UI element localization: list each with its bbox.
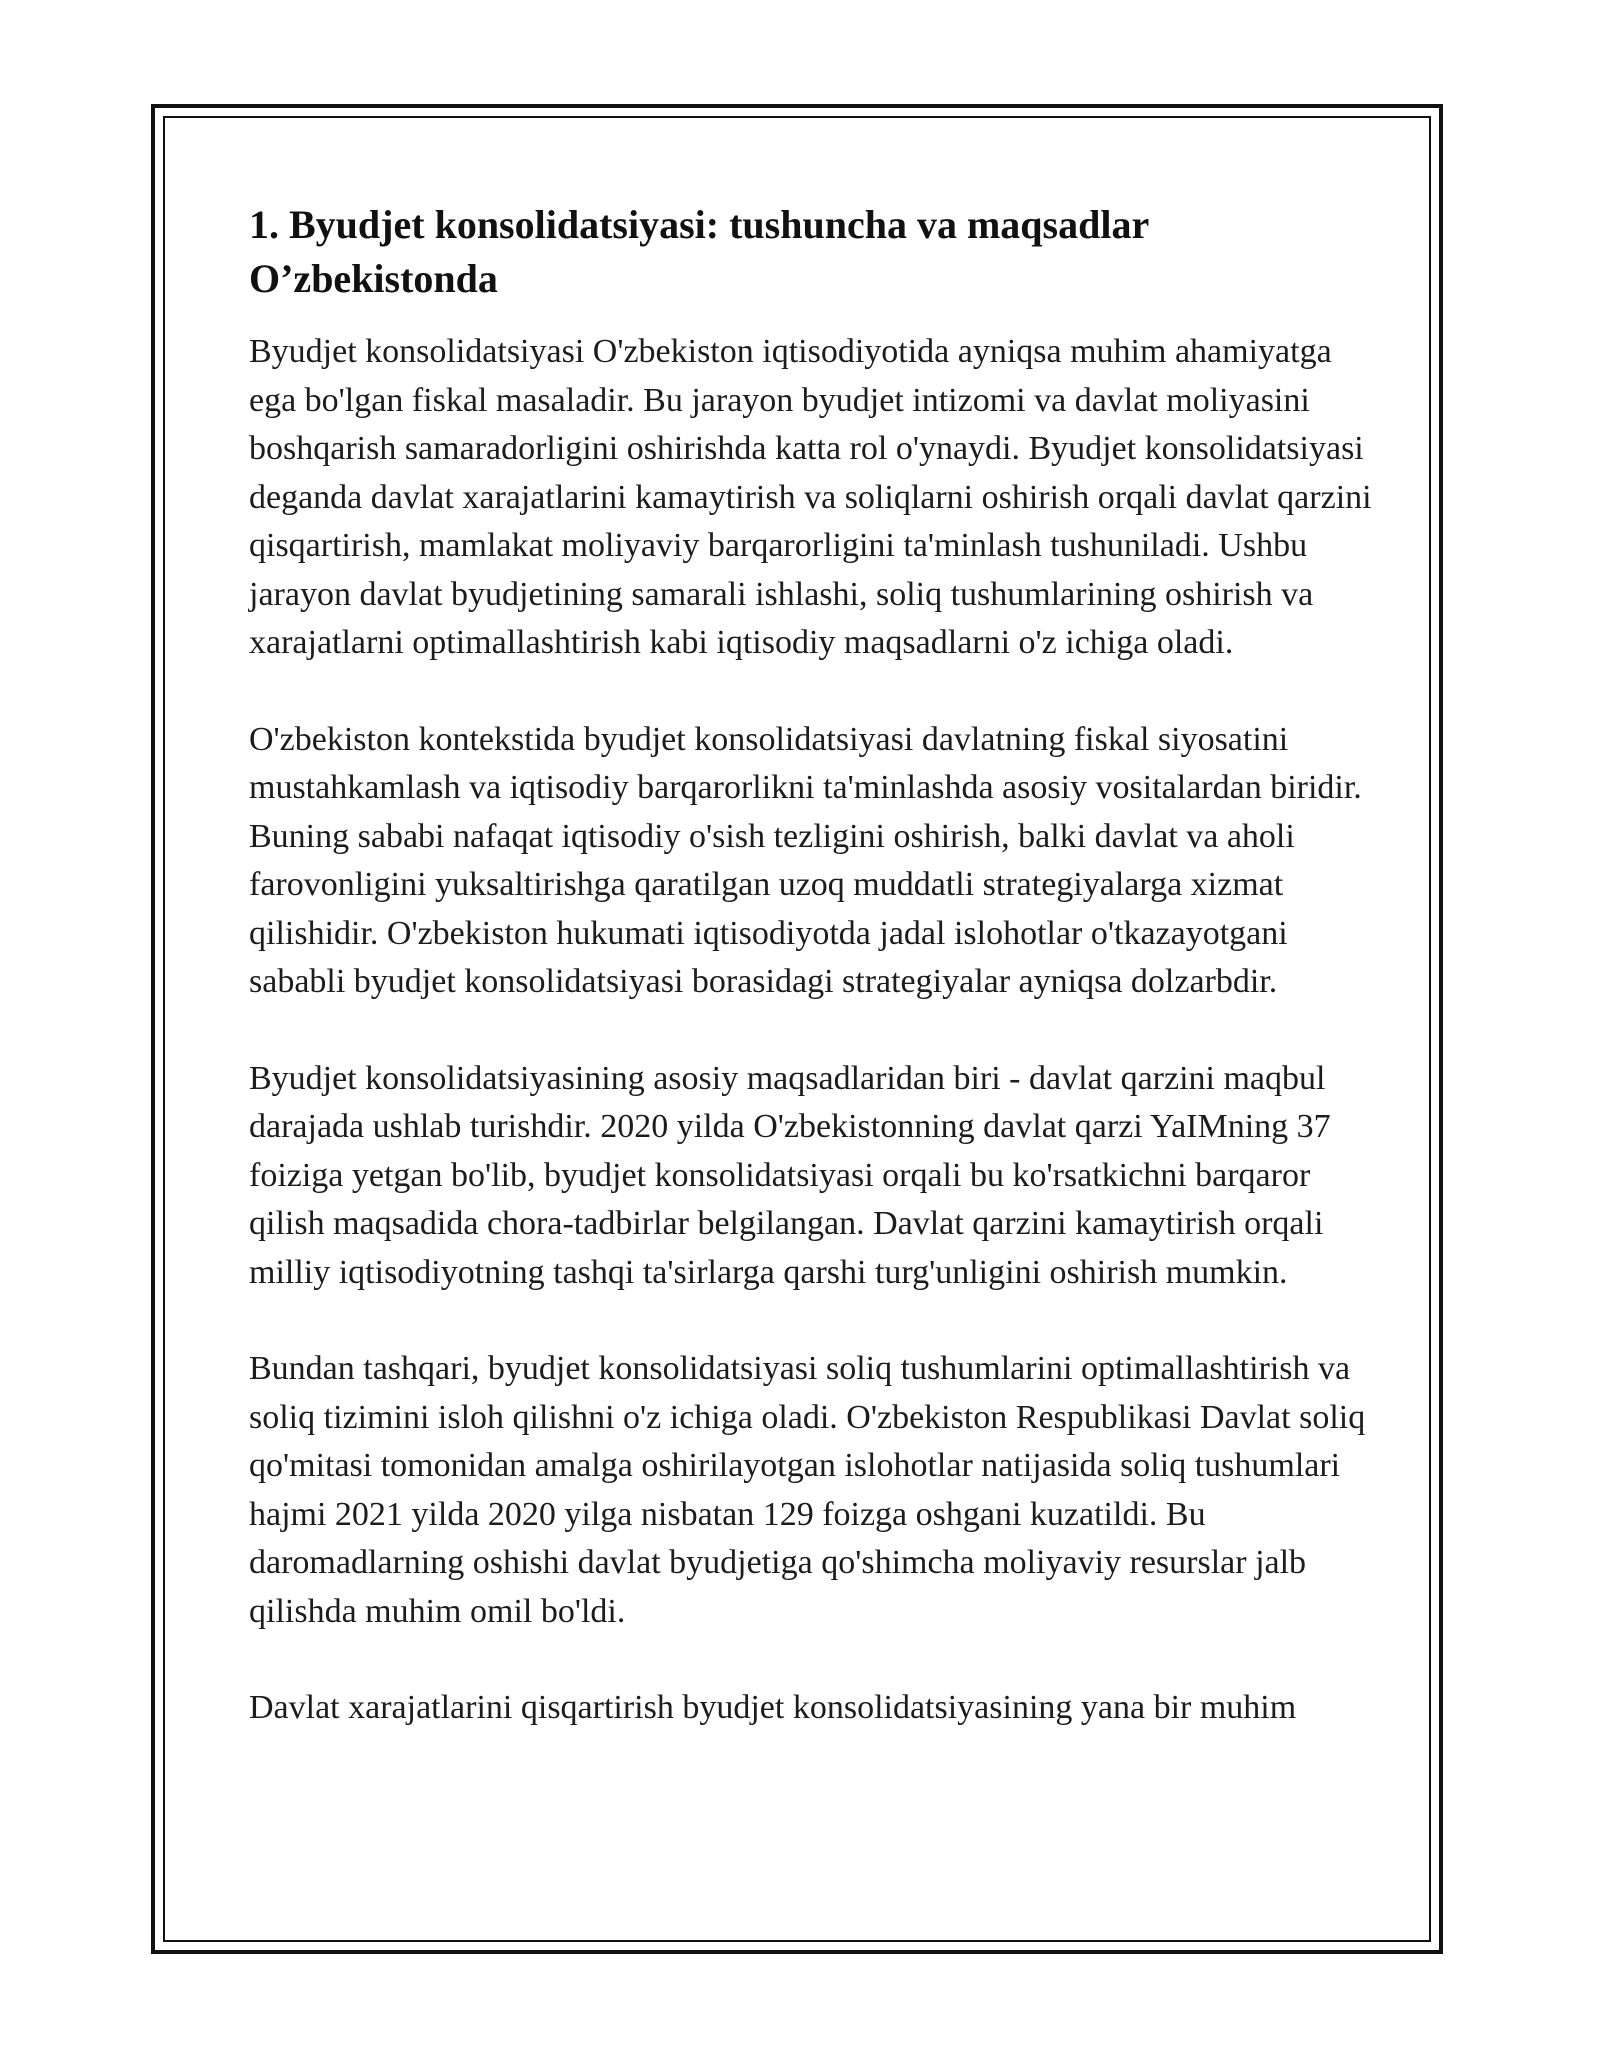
paragraph-2: O'zbekiston kontekstida byudjet konsolidatsiyasi davlatning fiskal siyosatini mustahkamlash va iqtisodiy barqarorlikni ta'minlashda asosiy vositalardan biridir. Buning sababi nafaqat iqtisodiy o'sish tezligini oshirish, balki davlat va aholi farovonligini yuksaltirishga qaratilgan uzoq muddatli strategiyalarga xizmat qilishidir. O'zbekiston hukumati iqtisodiyotda jadal islohotlar o'tkazayotgani sababli byudjet konsolidatsiyasi borasidagi strategiyalar ayniqsa dolzarbdir.	[249, 720, 1362, 1000]
paragraph-3: Byudjet konsolidatsiyasining asosiy maqsadlaridan biri - davlat qarzini maqbul darajada ushlab turishdir. 2020 yilda O'zbekistonning davlat qarzi YaIMning 37 foiziga yetgan bo'lib, byudjet konsolidatsiyasi orqali bu ko'rsatkichni barqaror qilish maqsadida chora-tadbirlar belgilangan. Davlat qarzini kamaytirish orqali milliy iqtisodiyotning tashqi ta'sirlarga qarshi turg'unligini oshirish mumkin.	[249, 1059, 1331, 1291]
paragraph-5: Davlat xarajatlarini qisqartirish byudjet konsolidatsiyasining yana bir muhim	[249, 1689, 1297, 1726]
section-heading: 1. Byudjet konsolidatsiyasi: tushuncha va maqsadlar O’zbekistonda	[249, 202, 1149, 301]
paragraph-4: Bundan tashqari, byudjet konsolidatsiyasi soliq tushumlarini optimallashtirish va soliq tizimini isloh qilishni o'z ichiga oladi. O'zbekiston Respublikasi Davlat soliq qo'mitasi tomonidan amalga oshirilayotgan islohotlar natijasida soliq tushumlari hajmi 2021 yilda 2020 yilga nisbatan 129 foizga oshgani kuzatildi. Bu daromadlarning oshishi davlat byudjetiga qo'shimcha moliyaviy resurslar jalb qilishda muhim omil bo'ldi.	[249, 1350, 1366, 1630]
page-border-inner	[163, 116, 1431, 1942]
document-body	[249, 198, 1379, 1733]
page-border-outer	[151, 104, 1443, 1954]
paragraph-1: Byudjet konsolidatsiyasi O'zbekiston iqtisodiyotida ayniqsa muhim ahamiyatga ega bo'lgan fiskal masaladir. Bu jarayon byudjet intizomi va davlat moliyasini boshqarish samaradorligini oshirishda katta rol o'ynaydi. Byudjet konsolidatsiyasi deganda davlat xarajatlarini kamaytirish va soliqlarni oshirish orqali davlat qarzini qisqartirish, mamlakat moliyaviy barqarorligini ta'minlash tushuniladi. Ushbu jarayon davlat byudjetining samarali ishlashi, soliq tushumlarining oshirish va xarajatlarni optimallashtirish kabi iqtisodiy maqsadlarni o'z ichiga oladi.	[249, 333, 1372, 661]
